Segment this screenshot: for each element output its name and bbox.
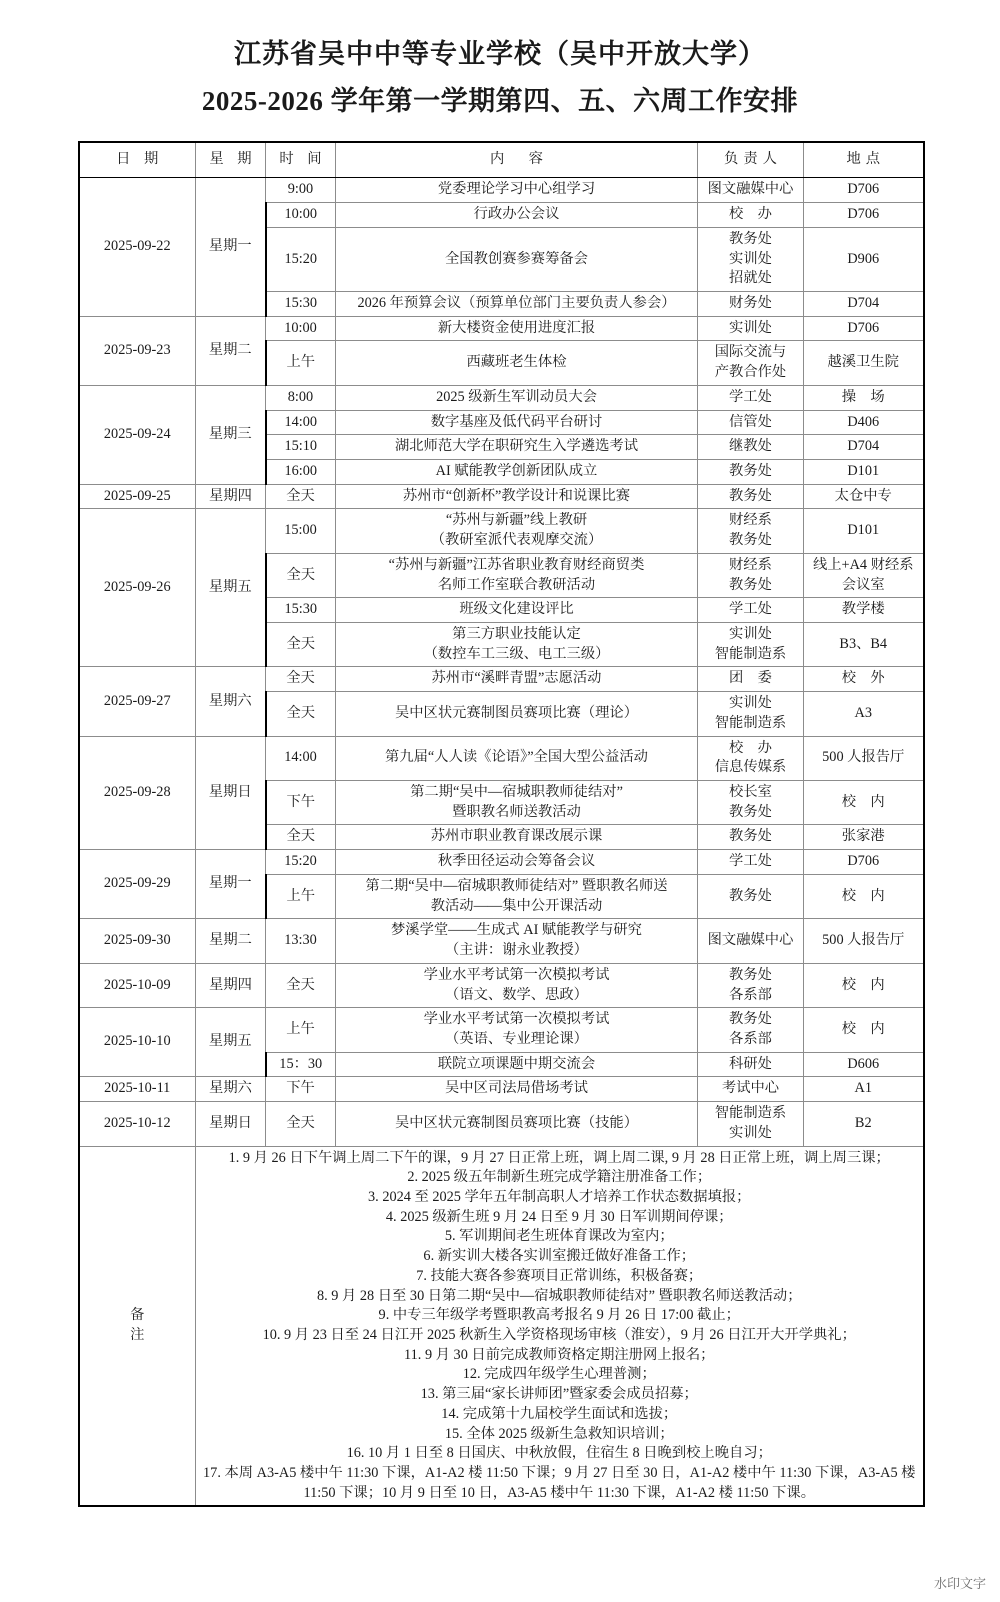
cell-weekday: 星期三 [196, 385, 266, 484]
note-item: 14. 完成第十九届校学生面试和选拔； [441, 1405, 678, 1422]
note-item: 4. 2025 级新生班 9 月 24 日至 9 月 30 日军训期间停课； [385, 1208, 733, 1225]
cell-time: 上午 [266, 341, 336, 385]
cell-time: 下午 [266, 781, 336, 825]
cell-date: 2025-10-09 [79, 963, 196, 1007]
cell-place: D706 [804, 316, 924, 341]
cell-weekday: 星期二 [196, 316, 266, 385]
cell-content: 联院立项课题中期交流会 [336, 1052, 698, 1077]
cell-content: 西藏班老生体检 [336, 341, 698, 385]
cell-person: 教务处 [698, 825, 804, 850]
cell-time: 全天 [266, 963, 336, 1007]
cell-time: 15:20 [266, 227, 336, 291]
cell-person: 实训处 [698, 316, 804, 341]
cell-place: A1 [804, 1077, 924, 1102]
cell-time: 全天 [266, 1102, 336, 1146]
cell-content: 苏州市职业教育课改展示课 [336, 825, 698, 850]
cell-time: 全天 [266, 825, 336, 850]
cell-person: 继教处 [698, 435, 804, 460]
note-item: 6. 新实训大楼各实训室搬迁做好准备工作； [423, 1248, 696, 1265]
table-row [79, 667, 924, 692]
cell-content: 第二期“吴中—宿城职教师徒结对” 暨职教名师送 教活动——集中公开课活动 [336, 874, 698, 918]
table-row [79, 1102, 924, 1146]
cell-time: 15：30 [266, 1052, 336, 1077]
cell-weekday: 星期一 [196, 178, 266, 316]
cell-person: 教务处 [698, 874, 804, 918]
cell-time: 上午 [266, 1008, 336, 1052]
cell-person: 教务处 各系部 [698, 1008, 804, 1052]
table-row [79, 963, 924, 1007]
cell-time: 14:00 [266, 736, 336, 780]
cell-date: 2025-09-30 [79, 919, 196, 963]
watermark-text: 水印文字 [933, 1576, 986, 1591]
cell-time: 全天 [266, 667, 336, 692]
header-content: 内 容 [336, 142, 698, 178]
schedule-table [78, 141, 925, 1507]
cell-time: 全天 [266, 692, 336, 736]
cell-place: 校 内 [804, 1008, 924, 1052]
cell-place: 教学楼 [804, 598, 924, 623]
cell-place: D706 [804, 850, 924, 875]
cell-place: 校 内 [804, 963, 924, 1007]
cell-date: 2025-09-29 [79, 850, 196, 919]
cell-place: A3 [804, 692, 924, 736]
cell-content: “苏州与新疆”江苏省职业教育财经商贸类 名师工作室联合教研活动 [336, 553, 698, 597]
cell-content: AI 赋能教学创新团队成立 [336, 459, 698, 484]
cell-person: 财经系 教务处 [698, 553, 804, 597]
cell-person: 教务处 [698, 484, 804, 509]
note-item: 5. 军训期间老生班体育课改为室内； [444, 1228, 674, 1245]
cell-content: 苏州市“创新杯”教学设计和说课比赛 [336, 484, 698, 509]
cell-person: 校 办 [698, 203, 804, 228]
cell-place: D606 [804, 1052, 924, 1077]
table-row [79, 850, 924, 875]
note-item: 10. 9 月 23 日至 24 日江开 2025 秋新生入学资格现场审核（淮安），9 月 26 日江开大开学典礼； [262, 1327, 856, 1343]
cell-place: D704 [804, 435, 924, 460]
cell-content: 学业水平考试第一次模拟考试 （英语、专业理论课） [336, 1008, 698, 1052]
cell-person: 校 办 信息传媒系 [698, 736, 804, 780]
cell-date: 2025-09-27 [79, 667, 196, 736]
cell-content: 2025 级新生军训动员大会 [336, 385, 698, 410]
cell-weekday: 星期四 [196, 963, 266, 1007]
cell-weekday: 星期四 [196, 484, 266, 509]
note-item: 13. 第三届“家长讲师团”暨家委会成员招募； [420, 1386, 698, 1403]
table-row [79, 1077, 924, 1102]
cell-weekday: 星期日 [196, 736, 266, 850]
cell-content: 湖北师范大学在职研究生入学遴选考试 [336, 435, 698, 460]
cell-place: D906 [804, 227, 924, 291]
cell-time: 10:00 [266, 203, 336, 228]
cell-place: D101 [804, 459, 924, 484]
cell-content: 新大楼资金使用进度汇报 [336, 316, 698, 341]
cell-time: 15:20 [266, 850, 336, 875]
table-row [79, 919, 924, 963]
cell-place: D706 [804, 178, 924, 203]
cell-date: 2025-09-28 [79, 736, 196, 850]
cell-person: 学工处 [698, 598, 804, 623]
cell-person: 实训处 智能制造系 [698, 692, 804, 736]
table-header [79, 142, 924, 178]
notes-row [79, 1146, 924, 1506]
note-item: 1. 9 月 26 日下午调上周二下午的课，9 月 27 日正常上班，调上周二课, 9 月 28 日正常上班，调上周三课； [228, 1149, 890, 1166]
cell-person: 财务处 [698, 291, 804, 316]
note-item: 7. 技能大赛各参赛项目正常训练，积极备赛； [416, 1267, 703, 1284]
document-title-block [0, 0, 1000, 122]
cell-person: 学工处 [698, 850, 804, 875]
cell-place: 500 人报告厅 [804, 736, 924, 780]
cell-content: 吴中区司法局借场考试 [336, 1077, 698, 1102]
cell-content: 第三方职业技能认定 （数控车工三级、电工三级） [336, 623, 698, 667]
cell-person: 教务处 实训处 招就处 [698, 227, 804, 291]
cell-time: 全天 [266, 623, 336, 667]
note-item: 15. 全体 2025 级新生急救知识培训； [444, 1425, 674, 1442]
cell-place: 张家港 [804, 825, 924, 850]
table-row [79, 316, 924, 341]
notes-label-line1: 备 [130, 1307, 145, 1324]
table-row [79, 736, 924, 780]
cell-time: 14:00 [266, 410, 336, 435]
note-item: 8. 9 月 28 日至 30 日第二期“吴中—宿城职教师徒结对” 暨职教名师送教活动； [317, 1287, 802, 1304]
note-item: 17. 本周 A3-A5 楼中午 11:30 下课，A1-A2 楼 11:50 下课；9 月 27 日至 30 日，A1-A2 楼中午 11:30 下课，A3-A5 楼 11:50 下课；10 月 9 日至 10 日，A3-A5 楼中午 11:30 下课，A1-A2 楼 11:50 下课。 [203, 1465, 916, 1501]
cell-weekday: 星期五 [196, 1008, 266, 1077]
cell-person: 财经系 教务处 [698, 509, 804, 553]
cell-content: 第二期“吴中—宿城职教师徒结对” 暨职教名师送教活动 [336, 781, 698, 825]
table-row [79, 509, 924, 553]
cell-person: 科研处 [698, 1052, 804, 1077]
note-item: 3. 2024 至 2025 学年五年制高职人才培养工作状态数据填报； [368, 1188, 751, 1205]
note-item: 2. 2025 级五年制新生班完成学籍注册准备工作； [407, 1169, 712, 1186]
cell-place: B2 [804, 1102, 924, 1146]
cell-place: D101 [804, 509, 924, 553]
cell-person: 智能制造系 实训处 [698, 1102, 804, 1146]
cell-time: 13:30 [266, 919, 336, 963]
cell-person: 团 委 [698, 667, 804, 692]
cell-time: 上午 [266, 874, 336, 918]
header-time: 时 间 [266, 142, 336, 178]
notes-body [196, 1146, 924, 1506]
cell-content: 数字基座及低代码平台研讨 [336, 410, 698, 435]
cell-content: 党委理论学习中心组学习 [336, 178, 698, 203]
note-item: 9. 中专三年级学考暨职教高考报名 9 月 26 日 17:00 截止； [378, 1307, 740, 1324]
cell-date: 2025-09-24 [79, 385, 196, 484]
cell-time: 15:00 [266, 509, 336, 553]
cell-person: 考试中心 [698, 1077, 804, 1102]
note-item: 11. 9 月 30 日前完成教师资格定期注册网上报名； [404, 1346, 715, 1363]
cell-content: “苏州与新疆”线上教研 （教研室派代表观摩交流） [336, 509, 698, 553]
cell-person: 实训处 智能制造系 [698, 623, 804, 667]
header-weekday: 星 期 [196, 142, 266, 178]
cell-content: 吴中区状元赛制图员赛项比赛（理论） [336, 692, 698, 736]
cell-person: 学工处 [698, 385, 804, 410]
cell-place: D406 [804, 410, 924, 435]
cell-weekday: 星期六 [196, 1077, 266, 1102]
cell-time: 下午 [266, 1077, 336, 1102]
cell-place: 越溪卫生院 [804, 341, 924, 385]
cell-person: 图文融媒中心 [698, 919, 804, 963]
cell-person: 国际交流与 产教合作处 [698, 341, 804, 385]
cell-person: 信管处 [698, 410, 804, 435]
cell-weekday: 星期五 [196, 509, 266, 667]
cell-content: 第九届“人人读《论语》”全国大型公益活动 [336, 736, 698, 780]
cell-time: 8:00 [266, 385, 336, 410]
header-date: 日 期 [79, 142, 196, 178]
cell-weekday: 星期日 [196, 1102, 266, 1146]
cell-time: 全天 [266, 553, 336, 597]
cell-person: 图文融媒中心 [698, 178, 804, 203]
header-person: 负责人 [698, 142, 804, 178]
cell-time: 15:10 [266, 435, 336, 460]
cell-weekday: 星期六 [196, 667, 266, 736]
cell-content: 学业水平考试第一次模拟考试 （语文、数学、思政） [336, 963, 698, 1007]
cell-time: 10:00 [266, 316, 336, 341]
cell-time: 9:00 [266, 178, 336, 203]
cell-content: 行政办公会议 [336, 203, 698, 228]
cell-time: 全天 [266, 484, 336, 509]
header-place: 地点 [804, 142, 924, 178]
cell-content: 秋季田径运动会筹备会议 [336, 850, 698, 875]
cell-place: 操 场 [804, 385, 924, 410]
cell-weekday: 星期二 [196, 919, 266, 963]
cell-content: 吴中区状元赛制图员赛项比赛（技能） [336, 1102, 698, 1146]
school-name-title: 江苏省吴中中等专业学校（吴中开放大学） [234, 39, 766, 69]
notes-label-line2: 注 [130, 1327, 145, 1343]
cell-person: 校长室 教务处 [698, 781, 804, 825]
cell-date: 2025-09-26 [79, 509, 196, 667]
schedule-table-wrapper [78, 141, 923, 1507]
cell-person: 教务处 [698, 459, 804, 484]
cell-place: 校 外 [804, 667, 924, 692]
cell-place: D706 [804, 203, 924, 228]
cell-content: 2026 年预算会议（预算单位部门主要负责人参会） [336, 291, 698, 316]
cell-time: 15:30 [266, 598, 336, 623]
table-row [79, 484, 924, 509]
cell-date: 2025-10-12 [79, 1102, 196, 1146]
cell-content: 梦溪学堂——生成式 AI 赋能教学与研究 （主讲：谢永业教授） [336, 919, 698, 963]
cell-date: 2025-10-11 [79, 1077, 196, 1102]
cell-place: 500 人报告厅 [804, 919, 924, 963]
table-row [79, 385, 924, 410]
schedule-subtitle: 2025-2026 学年第一学期第四、五、六周工作安排 [201, 85, 799, 116]
cell-place: B3、B4 [804, 623, 924, 667]
cell-place: 太仓中专 [804, 484, 924, 509]
cell-time: 15:30 [266, 291, 336, 316]
header-row [79, 142, 924, 178]
cell-date: 2025-10-10 [79, 1008, 196, 1077]
cell-place: 校 内 [804, 781, 924, 825]
cell-place: D704 [804, 291, 924, 316]
cell-content: 班级文化建设评比 [336, 598, 698, 623]
table-row [79, 178, 924, 203]
cell-content: 苏州市“溪畔青盟”志愿活动 [336, 667, 698, 692]
cell-time: 16:00 [266, 459, 336, 484]
cell-place: 校 内 [804, 874, 924, 918]
notes-label [79, 1146, 196, 1506]
table-row [79, 1008, 924, 1052]
note-item: 16. 10 月 1 日至 8 日国庆、中秋放假，住宿生 8 日晚到校上晚自习； [346, 1445, 772, 1462]
cell-date: 2025-09-23 [79, 316, 196, 385]
cell-date: 2025-09-22 [79, 178, 196, 316]
table-body [79, 178, 924, 1507]
cell-person: 教务处 各系部 [698, 963, 804, 1007]
cell-weekday: 星期一 [196, 850, 266, 919]
cell-place: 线上+A4 财经系 会议室 [804, 553, 924, 597]
cell-content: 全国教创赛参赛筹备会 [336, 227, 698, 291]
note-item: 12. 完成四年级学生心理普测； [462, 1366, 656, 1383]
cell-date: 2025-09-25 [79, 484, 196, 509]
